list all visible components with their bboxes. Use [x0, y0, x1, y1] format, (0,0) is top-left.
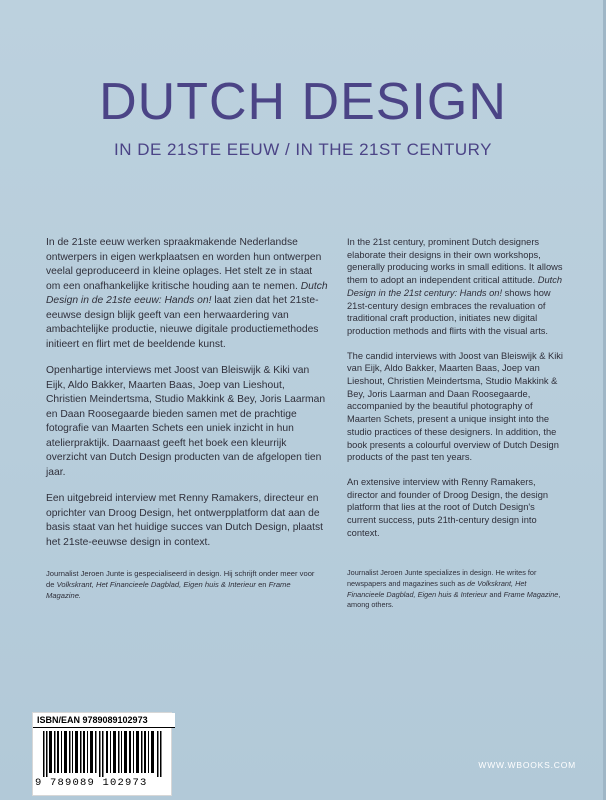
- dutch-paragraph-2: Openhartige interviews met Joost van Bleiswijk & Kiki van Eijk, Aldo Bakker, Maarten Baas, Joep van Lieshout, Christien Meindertsma, Studio Makkink & Bey, Joris Laarman en Daan Roosegaarde bieden samen met de prachtige fotografie van Maarten Schets een uniek inzicht in hun atelierpraktijk. Daarnaast geeft het boek een kleurrijk overzicht van Dutch Design producten van de afgelopen tien jaar.: [46, 365, 326, 478]
- dutch-bio-publications: Volkskrant, Het Financieele Dagblad, Eigen huis & Interieur: [56, 580, 256, 589]
- dutch-bio-text: Journalist Jeroen Junte is gespecialiseerd in design. Hij schrijft onder meer voor de: [46, 569, 315, 589]
- book-title: DUTCH DESIGN: [99, 73, 507, 131]
- english-p1-text-cont: shows how 21st-century design embraces the revaluation of traditional craft production, initiates new digital production methods and flirts with the visual arts.: [347, 287, 551, 336]
- publisher-website: WWW.WBOOKS.COM: [478, 760, 576, 770]
- dutch-p1-book-title: Dutch Design in de 21ste eeuw: Hands on!: [46, 280, 328, 306]
- english-bio-frame: Frame Magazine: [503, 589, 559, 599]
- barcode-digits: 9 789089 102973: [35, 777, 148, 789]
- english-paragraph-2: The candid interviews with Joost van Bleiswijk & Kiki van Eijk, Aldo Bakker, Maarten Baas, Joep van Lieshout, Christien Meindertsma, Studio Makkink & Bey, Joris Laarman and Daan Roosegaarde, accompanied by the beautiful photography of Maarten Schets, present a unique insight into the studio practices of these designers. In addition, the book presents a colourful overview of Dutch Design products of the past ten years.: [347, 350, 563, 463]
- english-paragraph-1: [347, 236, 565, 338]
- barcode-icon: [43, 731, 163, 777]
- dutch-p1-text: In de 21ste eeuw werken spraakmakende Nederlandse ontwerpers in eigen werkplaatsen en worden hun ontwerpen veelal geproduceerd in kleine oplages. Het stelt ze in staat om een onafhankelijke kritische houding aan te nemen.: [46, 237, 322, 292]
- dutch-bio-and: en: [258, 580, 267, 589]
- english-p1-book-title: Dutch Design in the 21st century: Hands on!: [347, 275, 563, 298]
- isbn-label: ISBN/EAN 9789089102973: [33, 713, 175, 728]
- english-blurb: [347, 236, 565, 551]
- dutch-paragraph-3: Een uitgebreid interview met Renny Ramakers, directeur en oprichter van Droog Design, het ontwerpplatform dat aan de basis staat van het huidige succes van Dutch Design, plaatst het 21ste-eeuwse design in context.: [46, 493, 324, 548]
- dutch-author-bio: [46, 568, 316, 601]
- english-paragraph-3: An extensive interview with Renny Ramakers, director and founder of Droog Design, the design platform that lies at the root of Dutch Design's current success, puts 21th-century design into context.: [347, 476, 549, 538]
- english-bio-and: and: [489, 589, 502, 599]
- dutch-blurb: [46, 236, 328, 562]
- book-subtitle: IN DE 21STE EEUW / IN THE 21ST CENTURY: [114, 140, 492, 159]
- dutch-paragraph-1: [46, 236, 328, 352]
- english-bio-publications: de Volkskrant, Het Financieele Dagblad, Eigen huis & Interieur: [347, 578, 527, 599]
- english-bio-text: Journalist Jeroen Junte specializes in design. He writes for newspapers and magazines such as: [347, 568, 537, 588]
- dutch-bio-frame: Frame Magazine.: [46, 580, 291, 600]
- english-author-bio: [347, 568, 565, 611]
- english-p1-text: In the 21st century, prominent Dutch designers elaborate their designs in their own workshops, generally producing works in small editions. It allows them to adopt an independent critical attitude.: [347, 237, 563, 286]
- dutch-p1-text-cont: laat zien dat het 21ste-eeuwse design blijk geeft van een herwaardering van ambachtelijke productie, nieuwe digitale productiemethodes initieert en flirt met de beeldende kunst.: [46, 295, 319, 350]
- english-bio-end: , among others.: [347, 589, 561, 610]
- barcode-sticker: [32, 712, 172, 796]
